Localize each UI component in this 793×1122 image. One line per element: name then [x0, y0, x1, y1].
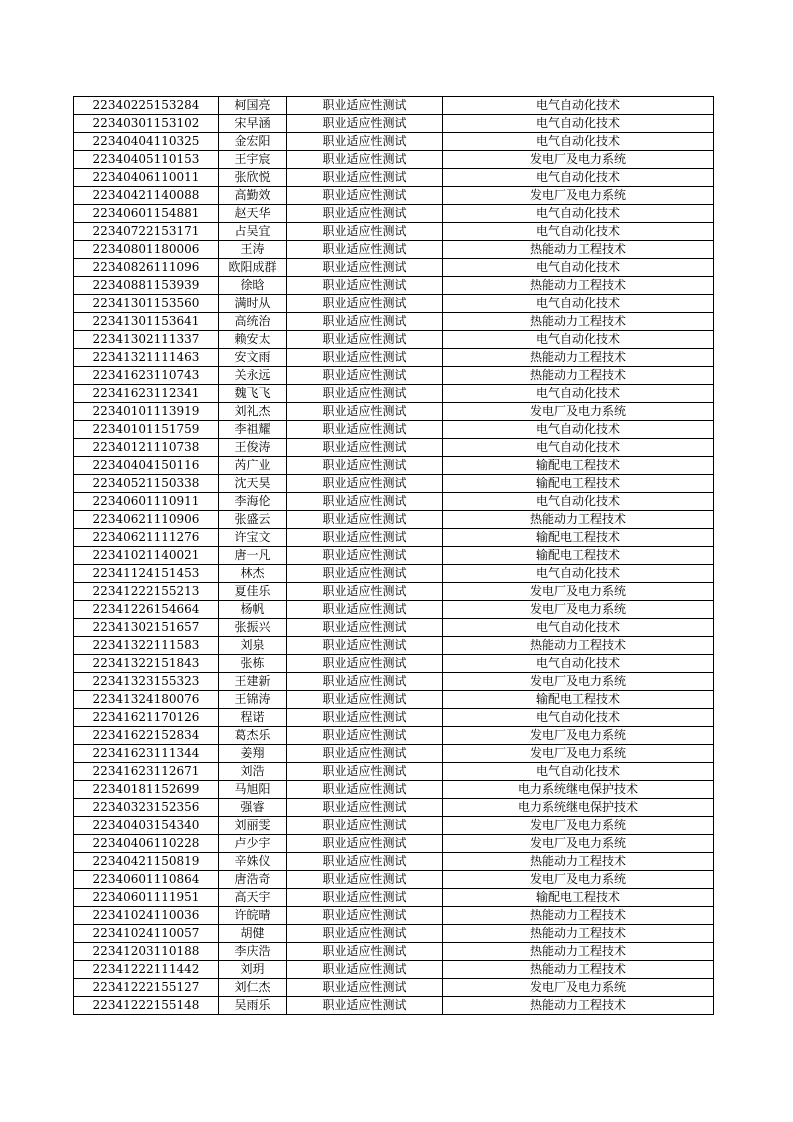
exam-id-cell: 22341124151453	[74, 565, 219, 583]
test-type-cell: 职业适应性测试	[287, 601, 443, 619]
major-cell: 电气自动化技术	[443, 493, 714, 511]
major-cell: 发电厂及电力系统	[443, 979, 714, 997]
major-cell: 发电厂及电力系统	[443, 871, 714, 889]
student-name-cell: 林杰	[219, 565, 287, 583]
test-type-cell: 职业适应性测试	[287, 871, 443, 889]
student-name-cell: 杨帆	[219, 601, 287, 619]
table-row	[74, 727, 714, 745]
test-type-cell: 职业适应性测试	[287, 277, 443, 295]
table-row	[74, 997, 714, 1015]
major-cell: 电气自动化技术	[443, 385, 714, 403]
table-row	[74, 871, 714, 889]
student-name-cell: 高统治	[219, 313, 287, 331]
major-cell: 电气自动化技术	[443, 655, 714, 673]
table-row	[74, 133, 714, 151]
major-cell: 电气自动化技术	[443, 421, 714, 439]
major-cell: 热能动力工程技术	[443, 943, 714, 961]
exam-id-cell: 22341301153641	[74, 313, 219, 331]
table-row	[74, 583, 714, 601]
exam-id-cell: 22340181152699	[74, 781, 219, 799]
major-cell: 电气自动化技术	[443, 763, 714, 781]
table-row	[74, 565, 714, 583]
test-type-cell: 职业适应性测试	[287, 979, 443, 997]
exam-id-cell: 22340101151759	[74, 421, 219, 439]
table-row	[74, 817, 714, 835]
roster-body	[74, 97, 714, 1015]
major-cell: 热能动力工程技术	[443, 349, 714, 367]
exam-id-cell: 22340421140088	[74, 187, 219, 205]
test-type-cell: 职业适应性测试	[287, 493, 443, 511]
test-type-cell: 职业适应性测试	[287, 889, 443, 907]
student-name-cell: 宋早涵	[219, 115, 287, 133]
table-row	[74, 853, 714, 871]
major-cell: 热能动力工程技术	[443, 511, 714, 529]
table-row	[74, 637, 714, 655]
table-row	[74, 619, 714, 637]
test-type-cell: 职业适应性测试	[287, 115, 443, 133]
student-name-cell: 王宇宸	[219, 151, 287, 169]
test-type-cell: 职业适应性测试	[287, 205, 443, 223]
table-row	[74, 655, 714, 673]
major-cell: 电气自动化技术	[443, 205, 714, 223]
exam-id-cell: 22340722153171	[74, 223, 219, 241]
student-name-cell: 程诺	[219, 709, 287, 727]
student-name-cell: 高天宇	[219, 889, 287, 907]
student-name-cell: 许宝文	[219, 529, 287, 547]
major-cell: 输配电工程技术	[443, 889, 714, 907]
student-name-cell: 赖安太	[219, 331, 287, 349]
exam-id-cell: 22341321111463	[74, 349, 219, 367]
exam-id-cell: 22341301153560	[74, 295, 219, 313]
student-name-cell: 吴雨乐	[219, 997, 287, 1015]
major-cell: 电气自动化技术	[443, 223, 714, 241]
exam-id-cell: 22340405110153	[74, 151, 219, 169]
table-row	[74, 835, 714, 853]
test-type-cell: 职业适应性测试	[287, 619, 443, 637]
table-row	[74, 349, 714, 367]
exam-id-cell: 22341302151657	[74, 619, 219, 637]
exam-id-cell: 22340121110738	[74, 439, 219, 457]
test-type-cell: 职业适应性测试	[287, 169, 443, 187]
student-name-cell: 张欣悦	[219, 169, 287, 187]
student-name-cell: 赵天华	[219, 205, 287, 223]
test-type-cell: 职业适应性测试	[287, 187, 443, 205]
student-name-cell: 胡健	[219, 925, 287, 943]
major-cell: 输配电工程技术	[443, 691, 714, 709]
student-name-cell: 夏佳乐	[219, 583, 287, 601]
major-cell: 发电厂及电力系统	[443, 187, 714, 205]
exam-id-cell: 22340225153284	[74, 97, 219, 115]
table-row	[74, 475, 714, 493]
test-type-cell: 职业适应性测试	[287, 475, 443, 493]
exam-id-cell: 22341222155148	[74, 997, 219, 1015]
major-cell: 电气自动化技术	[443, 295, 714, 313]
exam-id-cell: 22340601111951	[74, 889, 219, 907]
test-type-cell: 职业适应性测试	[287, 925, 443, 943]
table-row	[74, 781, 714, 799]
table-row	[74, 547, 714, 565]
student-name-cell: 卢少宇	[219, 835, 287, 853]
student-name-cell: 刘丽雯	[219, 817, 287, 835]
test-type-cell: 职业适应性测试	[287, 745, 443, 763]
student-name-cell: 金宏阳	[219, 133, 287, 151]
test-type-cell: 职业适应性测试	[287, 331, 443, 349]
student-name-cell: 唐一凡	[219, 547, 287, 565]
student-name-cell: 马旭阳	[219, 781, 287, 799]
major-cell: 发电厂及电力系统	[443, 673, 714, 691]
student-name-cell: 沈天昊	[219, 475, 287, 493]
table-row	[74, 673, 714, 691]
table-row	[74, 403, 714, 421]
test-type-cell: 职业适应性测试	[287, 151, 443, 169]
major-cell: 输配电工程技术	[443, 547, 714, 565]
table-row	[74, 601, 714, 619]
test-type-cell: 职业适应性测试	[287, 655, 443, 673]
exam-id-cell: 22341623112671	[74, 763, 219, 781]
major-cell: 电气自动化技术	[443, 331, 714, 349]
exam-id-cell: 22340801180006	[74, 241, 219, 259]
student-name-cell: 欧阳成群	[219, 259, 287, 277]
major-cell: 电气自动化技术	[443, 619, 714, 637]
test-type-cell: 职业适应性测试	[287, 691, 443, 709]
table-row	[74, 961, 714, 979]
student-name-cell: 高勤效	[219, 187, 287, 205]
student-name-cell: 刘玥	[219, 961, 287, 979]
exam-id-cell: 22341621170126	[74, 709, 219, 727]
exam-id-cell: 22341024110057	[74, 925, 219, 943]
major-cell: 热能动力工程技术	[443, 277, 714, 295]
exam-id-cell: 22340521150338	[74, 475, 219, 493]
test-type-cell: 职业适应性测试	[287, 241, 443, 259]
table-row	[74, 241, 714, 259]
table-row	[74, 331, 714, 349]
student-name-cell: 徐晗	[219, 277, 287, 295]
student-name-cell: 王涛	[219, 241, 287, 259]
exam-id-cell: 22340601110911	[74, 493, 219, 511]
student-name-cell: 张盛云	[219, 511, 287, 529]
exam-id-cell: 22340323152356	[74, 799, 219, 817]
exam-id-cell: 22340403154340	[74, 817, 219, 835]
table-row	[74, 313, 714, 331]
table-row	[74, 295, 714, 313]
exam-id-cell: 22341323155323	[74, 673, 219, 691]
student-name-cell: 刘礼杰	[219, 403, 287, 421]
major-cell: 发电厂及电力系统	[443, 151, 714, 169]
test-type-cell: 职业适应性测试	[287, 637, 443, 655]
exam-id-cell: 22340421150819	[74, 853, 219, 871]
exam-id-cell: 22341222155127	[74, 979, 219, 997]
test-type-cell: 职业适应性测试	[287, 457, 443, 475]
exam-id-cell: 22340826111096	[74, 259, 219, 277]
major-cell: 输配电工程技术	[443, 529, 714, 547]
test-type-cell: 职业适应性测试	[287, 313, 443, 331]
table-row	[74, 115, 714, 133]
exam-id-cell: 22341024110036	[74, 907, 219, 925]
test-type-cell: 职业适应性测试	[287, 133, 443, 151]
exam-id-cell: 22340301153102	[74, 115, 219, 133]
exam-id-cell: 22341623110743	[74, 367, 219, 385]
major-cell: 热能动力工程技术	[443, 241, 714, 259]
major-cell: 电气自动化技术	[443, 565, 714, 583]
student-name-cell: 王俊涛	[219, 439, 287, 457]
student-name-cell: 柯国亮	[219, 97, 287, 115]
test-type-cell: 职业适应性测试	[287, 547, 443, 565]
test-type-cell: 职业适应性测试	[287, 259, 443, 277]
major-cell: 热能动力工程技术	[443, 997, 714, 1015]
exam-id-cell: 22341222111442	[74, 961, 219, 979]
table-row	[74, 745, 714, 763]
test-type-cell: 职业适应性测试	[287, 97, 443, 115]
test-type-cell: 职业适应性测试	[287, 529, 443, 547]
table-row	[74, 799, 714, 817]
major-cell: 电力系统继电保护技术	[443, 799, 714, 817]
student-name-cell: 刘泉	[219, 637, 287, 655]
test-type-cell: 职业适应性测试	[287, 817, 443, 835]
major-cell: 热能动力工程技术	[443, 961, 714, 979]
exam-id-cell: 22341324180076	[74, 691, 219, 709]
exam-id-cell: 22341623111344	[74, 745, 219, 763]
test-type-cell: 职业适应性测试	[287, 295, 443, 313]
major-cell: 热能动力工程技术	[443, 637, 714, 655]
table-row	[74, 223, 714, 241]
exam-id-cell: 22341322111583	[74, 637, 219, 655]
student-name-cell: 刘浩	[219, 763, 287, 781]
table-row	[74, 511, 714, 529]
test-type-cell: 职业适应性测试	[287, 943, 443, 961]
test-type-cell: 职业适应性测试	[287, 367, 443, 385]
major-cell: 发电厂及电力系统	[443, 403, 714, 421]
major-cell: 电气自动化技术	[443, 133, 714, 151]
student-name-cell: 王建新	[219, 673, 287, 691]
major-cell: 电气自动化技术	[443, 709, 714, 727]
major-cell: 电气自动化技术	[443, 97, 714, 115]
major-cell: 输配电工程技术	[443, 457, 714, 475]
table-row	[74, 421, 714, 439]
test-type-cell: 职业适应性测试	[287, 781, 443, 799]
table-row	[74, 709, 714, 727]
exam-id-cell: 22341322151843	[74, 655, 219, 673]
major-cell: 发电厂及电力系统	[443, 601, 714, 619]
exam-id-cell: 22340404150116	[74, 457, 219, 475]
table-row	[74, 439, 714, 457]
student-name-cell: 占吴宜	[219, 223, 287, 241]
major-cell: 电气自动化技术	[443, 439, 714, 457]
student-name-cell: 满时从	[219, 295, 287, 313]
test-type-cell: 职业适应性测试	[287, 835, 443, 853]
test-type-cell: 职业适应性测试	[287, 709, 443, 727]
exam-id-cell: 22340404110325	[74, 133, 219, 151]
test-type-cell: 职业适应性测试	[287, 799, 443, 817]
exam-id-cell: 22340621111276	[74, 529, 219, 547]
exam-id-cell: 22341203110188	[74, 943, 219, 961]
student-name-cell: 李庆浩	[219, 943, 287, 961]
test-type-cell: 职业适应性测试	[287, 439, 443, 457]
exam-id-cell: 22341302111337	[74, 331, 219, 349]
major-cell: 电气自动化技术	[443, 169, 714, 187]
exam-id-cell: 22341226154664	[74, 601, 219, 619]
exam-id-cell: 22341222155213	[74, 583, 219, 601]
student-name-cell: 芮广业	[219, 457, 287, 475]
test-type-cell: 职业适应性测试	[287, 673, 443, 691]
exam-id-cell: 22340601110864	[74, 871, 219, 889]
table-row	[74, 367, 714, 385]
major-cell: 发电厂及电力系统	[443, 583, 714, 601]
table-row	[74, 169, 714, 187]
student-name-cell: 魏飞飞	[219, 385, 287, 403]
student-name-cell: 关永远	[219, 367, 287, 385]
exam-id-cell: 22340101113919	[74, 403, 219, 421]
test-type-cell: 职业适应性测试	[287, 763, 443, 781]
exam-id-cell: 22340601154881	[74, 205, 219, 223]
student-name-cell: 辛姝仪	[219, 853, 287, 871]
major-cell: 电力系统继电保护技术	[443, 781, 714, 799]
table-row	[74, 457, 714, 475]
table-row	[74, 187, 714, 205]
test-type-cell: 职业适应性测试	[287, 223, 443, 241]
table-row	[74, 943, 714, 961]
student-name-cell: 姜翔	[219, 745, 287, 763]
test-type-cell: 职业适应性测试	[287, 511, 443, 529]
test-type-cell: 职业适应性测试	[287, 907, 443, 925]
table-row	[74, 529, 714, 547]
student-name-cell: 张振兴	[219, 619, 287, 637]
test-type-cell: 职业适应性测试	[287, 961, 443, 979]
major-cell: 电气自动化技术	[443, 259, 714, 277]
student-name-cell: 葛杰乐	[219, 727, 287, 745]
major-cell: 发电厂及电力系统	[443, 745, 714, 763]
test-type-cell: 职业适应性测试	[287, 997, 443, 1015]
table-row	[74, 97, 714, 115]
major-cell: 发电厂及电力系统	[443, 727, 714, 745]
student-name-cell: 强睿	[219, 799, 287, 817]
test-type-cell: 职业适应性测试	[287, 853, 443, 871]
test-type-cell: 职业适应性测试	[287, 403, 443, 421]
table-row	[74, 763, 714, 781]
student-name-cell: 李祖耀	[219, 421, 287, 439]
student-name-cell: 王锦涛	[219, 691, 287, 709]
major-cell: 发电厂及电力系统	[443, 817, 714, 835]
roster-table	[73, 96, 714, 1015]
test-type-cell: 职业适应性测试	[287, 565, 443, 583]
table-row	[74, 691, 714, 709]
table-row	[74, 979, 714, 997]
student-name-cell: 许皖晴	[219, 907, 287, 925]
test-type-cell: 职业适应性测试	[287, 727, 443, 745]
table-row	[74, 205, 714, 223]
major-cell: 热能动力工程技术	[443, 853, 714, 871]
major-cell: 热能动力工程技术	[443, 925, 714, 943]
exam-id-cell: 22341622152834	[74, 727, 219, 745]
exam-id-cell: 22341021140021	[74, 547, 219, 565]
exam-id-cell: 22340406110228	[74, 835, 219, 853]
student-name-cell: 刘仁杰	[219, 979, 287, 997]
exam-id-cell: 22341623112341	[74, 385, 219, 403]
table-row	[74, 277, 714, 295]
student-name-cell: 唐浩奇	[219, 871, 287, 889]
test-type-cell: 职业适应性测试	[287, 421, 443, 439]
test-type-cell: 职业适应性测试	[287, 583, 443, 601]
major-cell: 发电厂及电力系统	[443, 835, 714, 853]
table-row	[74, 259, 714, 277]
table-row	[74, 151, 714, 169]
major-cell: 电气自动化技术	[443, 115, 714, 133]
exam-id-cell: 22340406110011	[74, 169, 219, 187]
test-type-cell: 职业适应性测试	[287, 349, 443, 367]
exam-id-cell: 22340881153939	[74, 277, 219, 295]
student-name-cell: 安文雨	[219, 349, 287, 367]
table-row	[74, 889, 714, 907]
table-row	[74, 925, 714, 943]
table-row	[74, 907, 714, 925]
table-row	[74, 385, 714, 403]
exam-id-cell: 22340621110906	[74, 511, 219, 529]
student-name-cell: 李海伦	[219, 493, 287, 511]
major-cell: 热能动力工程技术	[443, 907, 714, 925]
student-name-cell: 张栋	[219, 655, 287, 673]
table-row	[74, 493, 714, 511]
major-cell: 输配电工程技术	[443, 475, 714, 493]
major-cell: 热能动力工程技术	[443, 367, 714, 385]
major-cell: 热能动力工程技术	[443, 313, 714, 331]
test-type-cell: 职业适应性测试	[287, 385, 443, 403]
